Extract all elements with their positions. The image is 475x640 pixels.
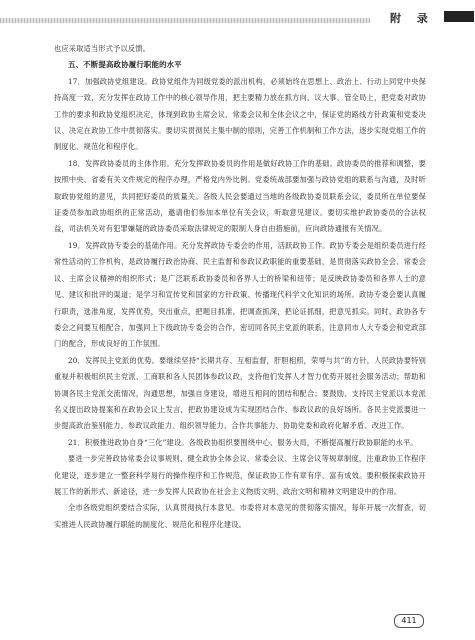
running-header — [0, 0, 475, 30]
section-title: 五、不断提高政协履行职能的水平 — [68, 60, 182, 70]
page-number: 411 — [394, 614, 424, 628]
header-bar-decoration — [444, 11, 474, 22]
header-section-label: 附 录 — [390, 12, 434, 25]
paragraph-19: 19．发挥政协专委会的基础作用。充分发挥政协专委会的作用，活跃政协工作。政协专委会是组织委员进行经常性活动的工作机构，是政协履行政治协商、民主监督和参政议政职能的重要基础，是贯彻落实政协全会、常委会议、主席会议精神的组织形式；是广泛联系政协委员和各界人士的桥梁和纽带；是反映政协委员和各界人士的意见、建议和批评的渠道；是学习和宣传党和国家的方针政策、传播现代科学文化知识的场所。政协专委会要认真履行职责，选准角度，发挥优势，突出重点，把题目抓准，把调查抓深，把论证抓细，把意见抓实。同时，政协各专委会之间要互相配合，加强同上下级政协专委会的合作，密切同各民主党派的联系，注意同市人大专委会和党政部门的配合，形成良好的工作氛围。 — [54, 240, 426, 349]
paragraph-17: 17．加强政协党组建设。政协党组作为同级党委的派出机构，必须始终在思想上、政治上、行动上同党中央保持高度一致，充分发挥在政协工作中的核心领导作用，把主要精力放在抓方向、议大事、管全局上，把党委对政协工作的要求和政协党组织决定，体现到政协主席会议、常委会议和全体会议之中，保证党的路线方针政策和党委决议、决定在政协工作中贯彻落实。要切实贯彻民主集中制的原则，完善工作机制和工作方法，逐步实现党组工作的制度化、规范化和程序化。 — [54, 76, 426, 152]
paragraph-requirements: 要进一步完善政协常委会议事规则、健全政协全体会议、常委会议、主席会议等规章制度，注重政协工作程序化建设，逐步建立一整套科学易行的操作程序和工作规范，保证政协工作有章有序、富有成效。要积极探索政协开展工作的新形式、新途径，进一步发挥人民政协在社会主义物质文明、政治文明和精神文明建设中的作用。 — [54, 454, 426, 496]
paragraph-20: 20．发挥民主党派的优势。要继续坚持“长期共存、互相监督，肝胆相照，荣辱与共”的方针，人民政协要特别重视并积极组织民主党派、工商联和各人民团体参政议政，支持他们发挥人才智力优势开展社会服务活动；帮助和协调各民主党派交流情况，沟通思想，加强自身建设，增进互相间的团结和配合；要鼓励、支持民主党派以本党派名义提出政协提案和在政协会议上发言，把政协建设成为实现团结合作、参政议政的良好场所。各民主党派要进一步提高政治鉴别能力、参政议政能力、组织领导能力、合作共事能力、协助党委和政府化解矛盾、改进工作。 — [54, 355, 426, 431]
document-body — [54, 41, 426, 533]
header-stripe-decoration — [0, 18, 370, 23]
lead-paragraph: 也应采取适当形式予以反馈。 — [54, 44, 151, 53]
paragraph-21: 21．积极推进政协自身“三化”建设。各级政协组织要围绕中心、服务大局，不断提高履行政协职能的水平。 — [68, 437, 418, 447]
paragraph-closing: 全市各级党组织要结合实际，认真贯彻执行本意见。市委将对本意见的贯彻落实情况，每年开展一次督查，切实推进人民政协履行职能的制度化、规范化和程序化建设。 — [54, 503, 426, 529]
paragraph-18: 18．发挥政协委员的主体作用。充分发挥政协委员的作用是做好政协工作的基础。政协委员的推荐和调整，要按照中央、省委有关文件规定的程序办理，严格党内外比例。党委统战部要加强与政协党组的联系与沟通，及时听取政协党组的意见，共同把好委员的质量关。各级人民会要通过当地的各级政协委员联系会议，委员所在单位要保证委员参加政协组织的正常活动，邀请他们参加本单位有关会议，听取意见建议。要切实维护政协委员的合法权益，司法机关对有犯罪嫌疑的政协委员采取法律规定的限制人身自由措施前，应向政协通报有关情况。 — [54, 158, 426, 234]
